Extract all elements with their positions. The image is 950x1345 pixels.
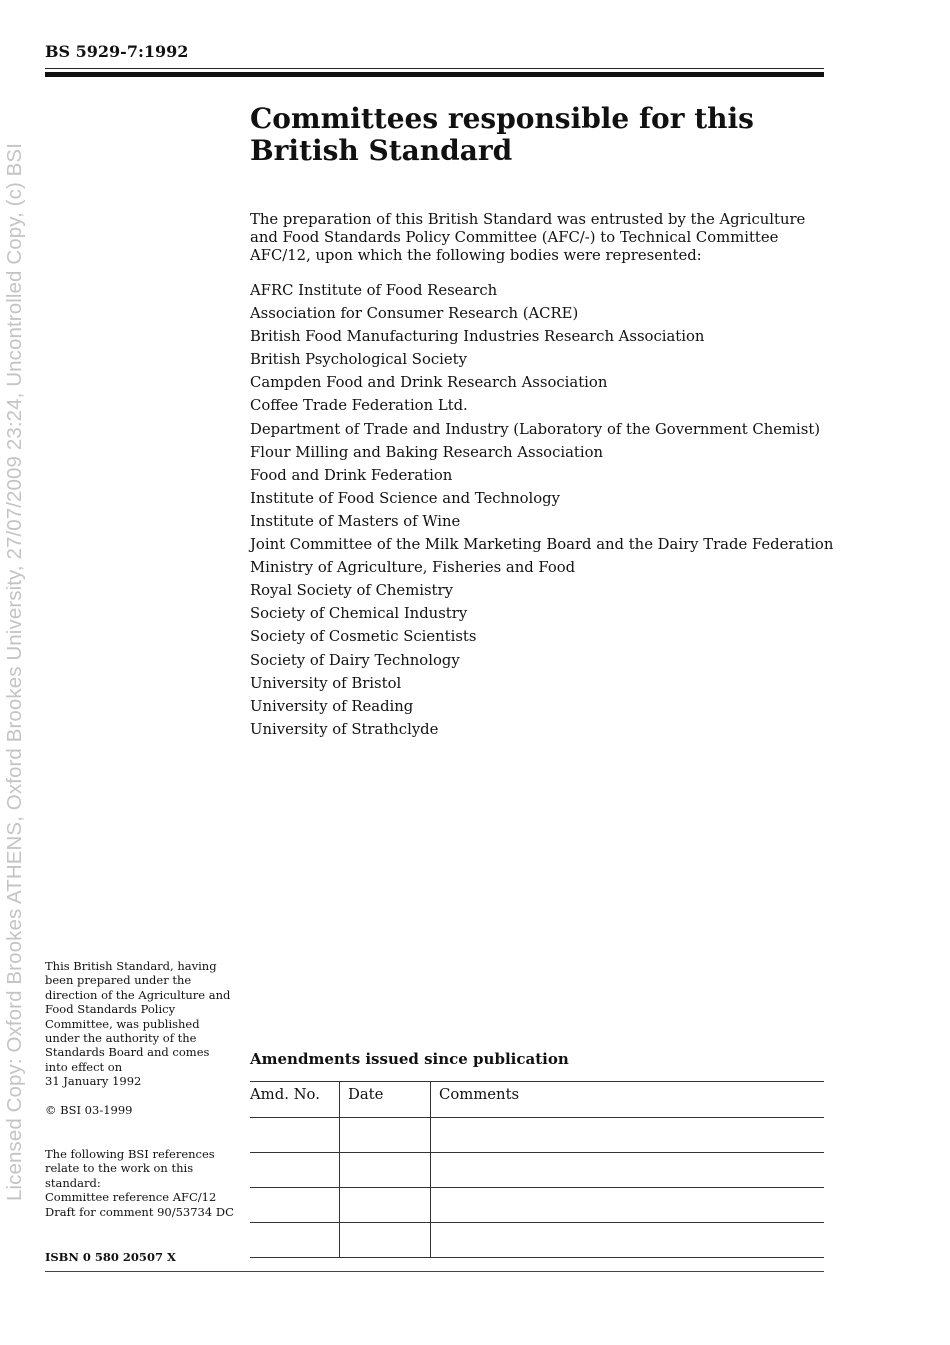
table-cell (250, 1118, 340, 1153)
list-item: Institute of Food Science and Technology (250, 489, 560, 507)
table-cell (431, 1153, 825, 1188)
header-rule-thick (45, 72, 824, 77)
list-item: Association for Consumer Research (ACRE) (250, 305, 579, 323)
references-note-line: standard: (45, 1175, 101, 1190)
references-note-line: relate to the work on this (45, 1161, 194, 1176)
list-item: University of Reading (250, 697, 414, 715)
list-item: Campden Food and Drink Research Association (250, 374, 608, 392)
list-item: Ministry of Agriculture, Fisheries and Food (250, 559, 576, 577)
table-header-row (250, 1082, 824, 1118)
table-row (250, 1188, 824, 1223)
represented-bodies-list (250, 281, 850, 743)
publication-note-line: Standards Board and comes (45, 1045, 210, 1060)
list-item: Flour Milling and Baking Research Association (250, 443, 604, 461)
isbn: ISBN 0 580 20507 X (45, 1250, 176, 1264)
table-cell (250, 1223, 340, 1258)
table-cell (340, 1223, 431, 1258)
publication-note-line: This British Standard, having (45, 959, 217, 973)
publication-note-line: direction of the Agriculture and (45, 987, 231, 1002)
list-item: British Food Manufacturing Industries Research Association (250, 328, 705, 346)
column-header-amd-no: Amd. No. (250, 1082, 340, 1118)
publication-note-line: Committee, was published (45, 1016, 200, 1031)
table-cell (340, 1153, 431, 1188)
list-item: University of Strathclyde (250, 720, 439, 738)
table-cell (431, 1118, 825, 1153)
references-note-line: Draft for comment 90/53734 DC (45, 1204, 234, 1219)
table-row (250, 1118, 824, 1153)
publication-note (45, 959, 245, 1089)
list-item: Institute of Masters of Wine (250, 512, 461, 530)
publication-note-line: Food Standards Policy (45, 1002, 176, 1017)
publication-note-line: 31 January 1992 (45, 1074, 142, 1089)
list-item: Joint Committee of the Milk Marketing Board and the Dairy Trade Federation (250, 536, 834, 554)
table-cell (431, 1188, 825, 1223)
column-header-date: Date (340, 1082, 431, 1118)
table-cell (431, 1223, 825, 1258)
list-item: British Psychological Society (250, 351, 467, 369)
publication-note-line: into effect on (45, 1059, 123, 1074)
list-item: Food and Drink Federation (250, 466, 453, 484)
list-item: Department of Trade and Industry (Laboratory of the Government Chemist) (250, 420, 821, 438)
list-item: Coffee Trade Federation Ltd. (250, 397, 468, 415)
publication-note-line: been prepared under the (45, 973, 192, 988)
table-cell (250, 1153, 340, 1188)
watermark (0, 0, 30, 1345)
page-title-line-2: British Standard (250, 134, 513, 167)
table-cell (340, 1188, 431, 1223)
list-item: University of Bristol (250, 674, 402, 692)
list-item: Society of Dairy Technology (250, 651, 460, 669)
amendments-heading: Amendments issued since publication (250, 1050, 569, 1068)
table-row (250, 1223, 824, 1258)
table-cell (340, 1118, 431, 1153)
publication-note-line: under the authority of the (45, 1031, 197, 1046)
intro-paragraph: The preparation of this British Standard was entrusted by the Agriculture and Food Standards Policy Committee (AFC/-) to Technical Committee AFC/12, upon which the following bodies were represented: (250, 211, 806, 264)
list-item: Society of Cosmetic Scientists (250, 628, 477, 646)
list-item: AFRC Institute of Food Research (250, 282, 498, 299)
references-note (45, 1147, 245, 1219)
watermark-text: Licensed Copy: Oxford Brookes ATHENS, Oxford Brookes University, 27/07/2009 23:24, Uncontrolled Copy, (c) BSI (3, 142, 26, 1202)
amendments-table (250, 1081, 824, 1258)
list-item: Society of Chemical Industry (250, 605, 468, 623)
footer-rule (45, 1271, 824, 1272)
document-reference: BS 5929-7:1992 (45, 42, 189, 61)
table-row (250, 1153, 824, 1188)
header-rule-thin (45, 68, 824, 69)
page-title (250, 103, 810, 167)
copyright-note: © BSI 03-1999 (45, 1103, 133, 1117)
table-cell (250, 1188, 340, 1223)
references-note-line: Committee reference AFC/12 (45, 1190, 217, 1205)
references-note-line: The following BSI references (45, 1147, 215, 1161)
column-header-comments: Comments (431, 1082, 825, 1118)
page-title-line-1: Committees responsible for this (250, 102, 754, 135)
list-item: Royal Society of Chemistry (250, 582, 453, 600)
